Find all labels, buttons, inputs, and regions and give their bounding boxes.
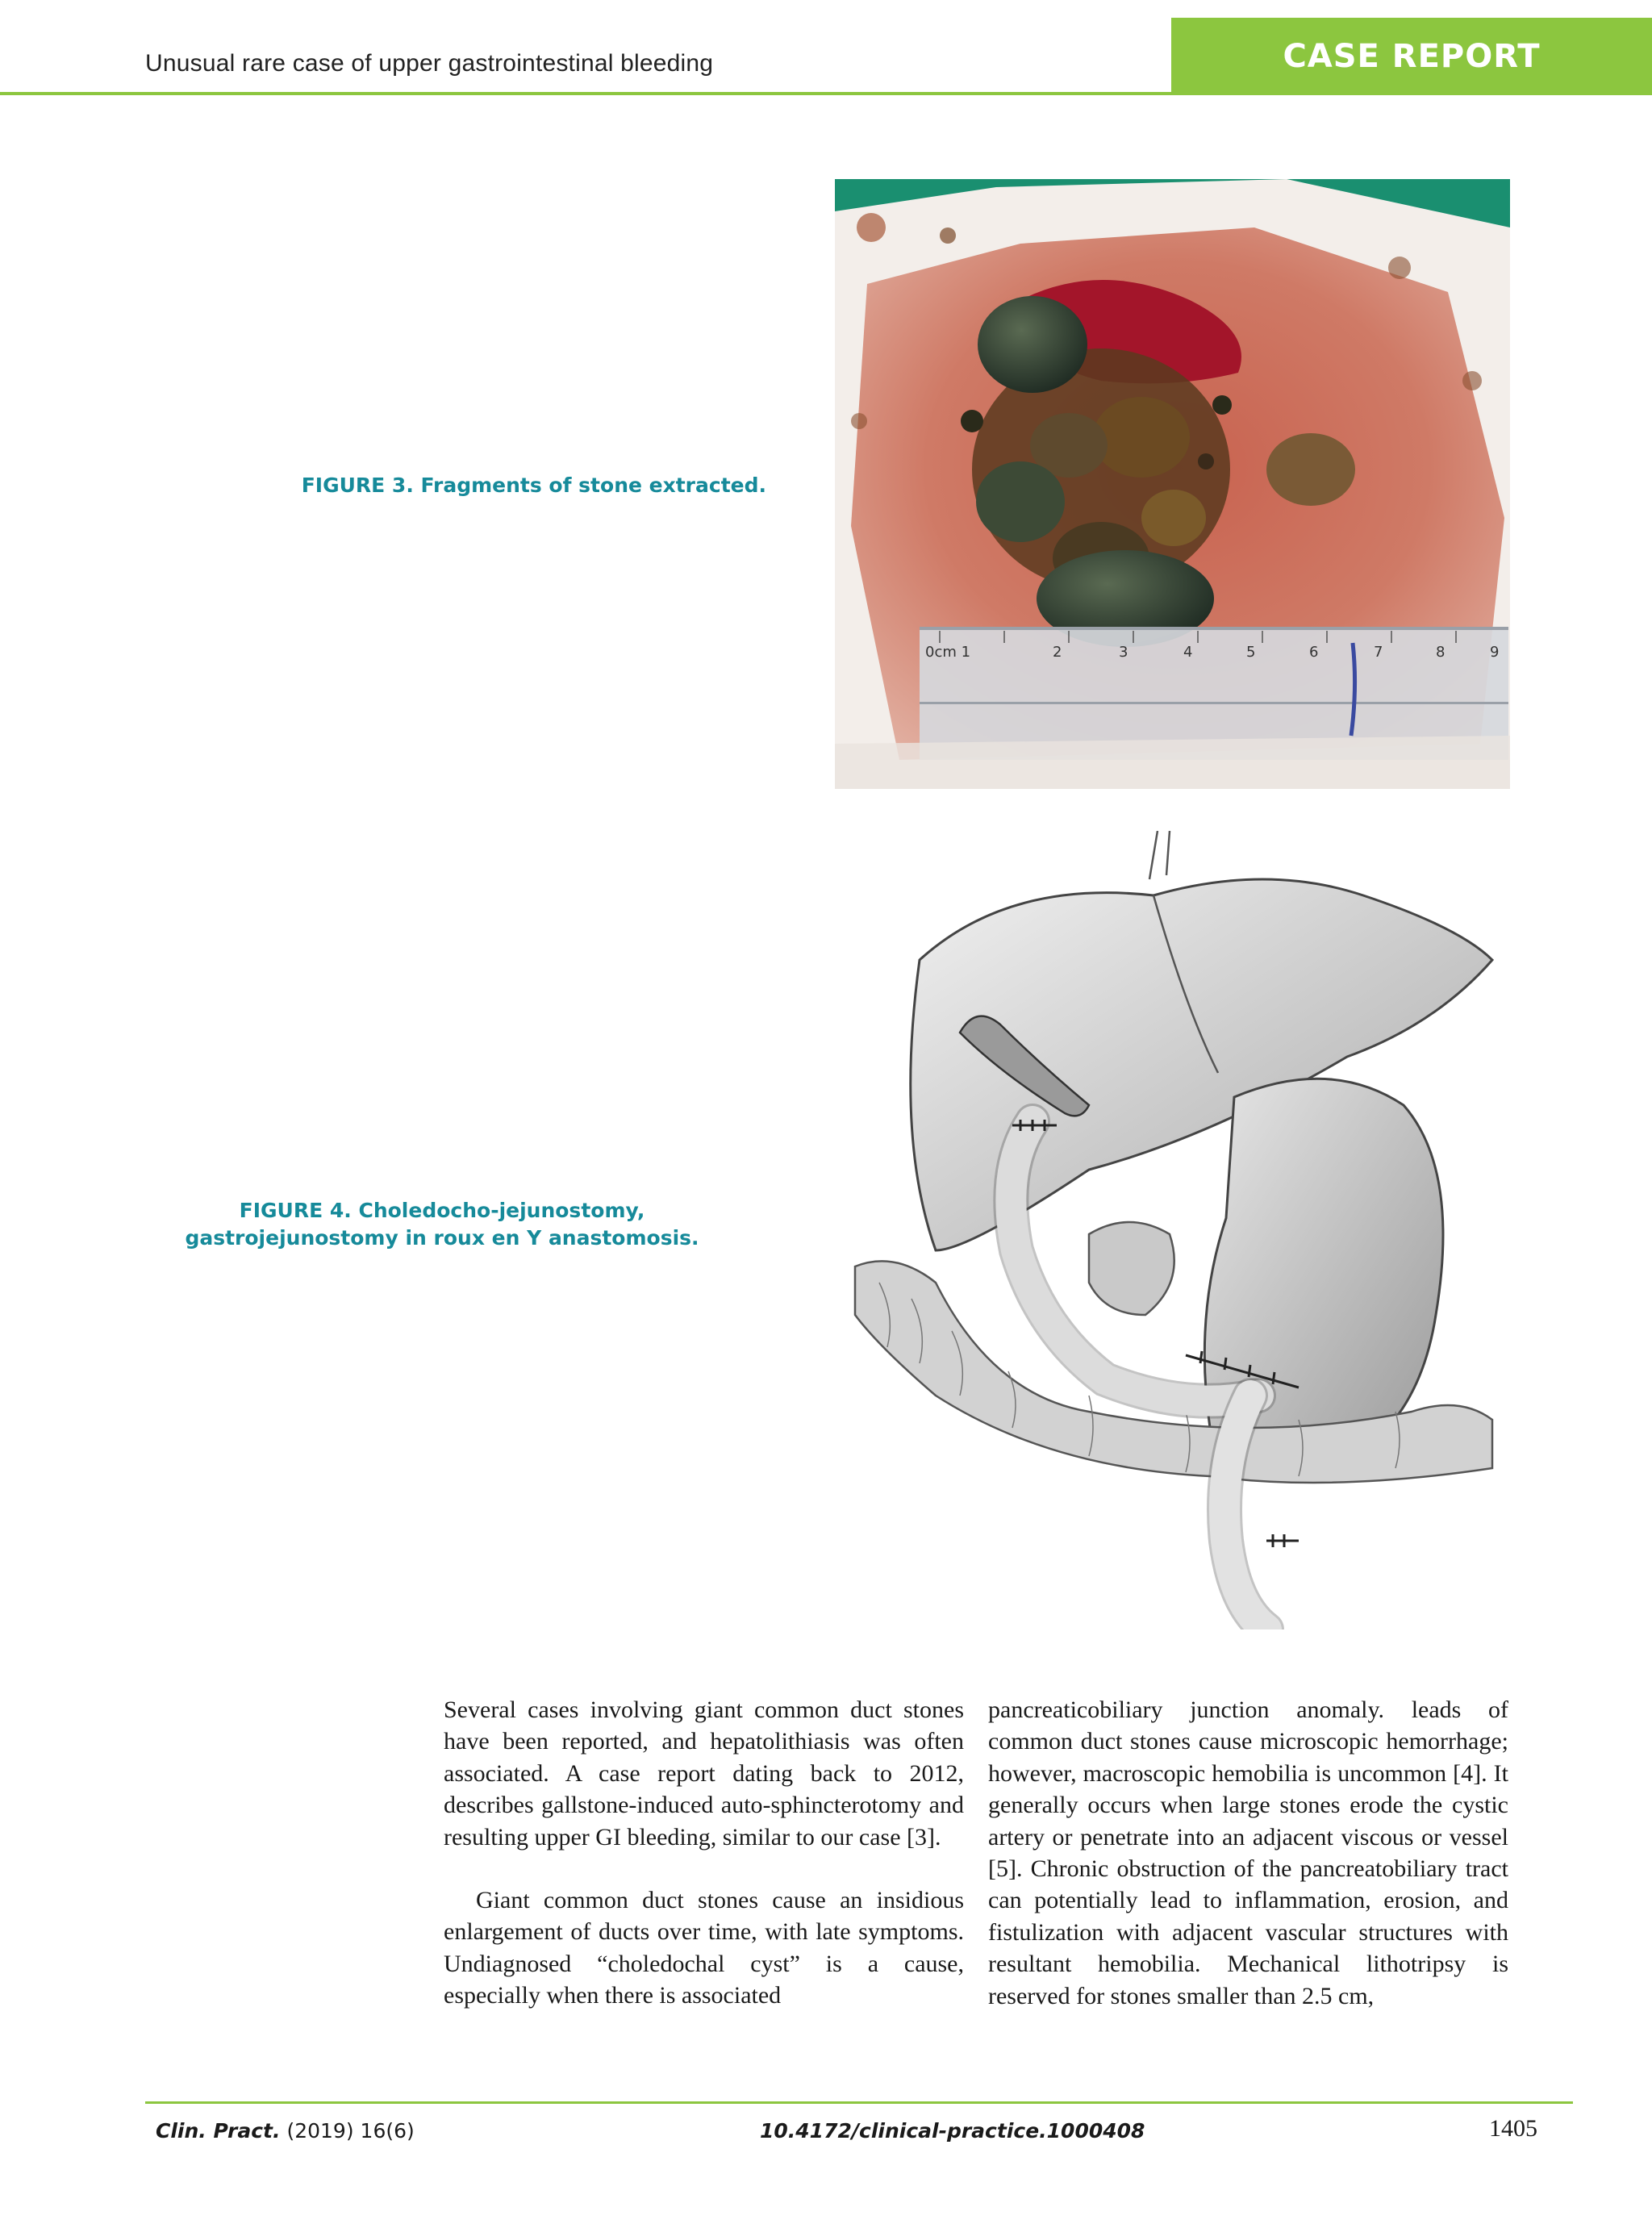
footer-doi: 10.4172/clinical-practice.1000408 [760,2119,1145,2143]
figure-4-caption-line-1: FIGURE 4. Choledocho-jejunostomy, [239,1199,645,1222]
svg-text:0cm 1: 0cm 1 [925,644,971,661]
svg-text:2: 2 [1053,644,1062,661]
stone-fragments-photo [835,179,1510,789]
figure-4-caption-line-2: gastrojejunostomy in roux en Y anastomosis. [185,1226,699,1250]
svg-text:7: 7 [1374,644,1383,661]
figure-3-caption: FIGURE 3. Fragments of stone extracted. [301,474,766,497]
svg-text:6: 6 [1309,644,1319,661]
figure-3-photo [835,179,1510,789]
body-column-left [444,1694,964,2012]
svg-text:8: 8 [1436,644,1446,661]
journal-name: Clin. Pract. [156,2119,281,2143]
page-number: 1405 [1489,2115,1537,2142]
footer-citation [156,2119,415,2143]
header-rule [0,92,1171,95]
svg-text:3: 3 [1119,644,1128,661]
svg-text:5: 5 [1246,644,1256,661]
paragraph: pancreaticobiliary junction anomaly. leads of common duct stones cause microscopic hemorrhage; however, macroscopic hemobilia is uncommon [4]. It generally occurs when large stones erode the cystic artery or penetrate into an adjacent viscous or vessel [5]. Chronic obstruction of the pancreatobiliary tract can potentially lead to inflammation, erosion, and fistulization with adjacent vascular structures with resultant hemobilia. Mechanical lithotripsy is reserved for stones smaller than 2.5 cm, [988,1696,1508,2009]
figure-4-caption [184,1197,700,1252]
body-column-right [988,1694,1508,2012]
paragraph: Several cases involving giant common duct stones have been reported, and hepatolithiasis was often associated. A case report dating back to 2012, describes gallstone-induced auto-sphincterotomy and resulting upper GI bleeding, similar to our case [3]. [444,1696,964,1851]
running-title: Unusual rare case of upper gastrointestinal bleeding [145,50,714,77]
journal-issue: (2019) 16(6) [280,2119,415,2143]
footer-rule [145,2101,1573,2104]
section-tab: CASE REPORT [1171,18,1652,95]
paragraph: Giant common duct stones cause an insidious enlargement of ducts over time, with late symptoms. Undiagnosed “choledochal cyst” is a cause, especially when there is associated [444,1887,964,2009]
anastomosis-drawing [847,831,1508,1629]
figure-4-illustration [847,831,1508,1629]
svg-text:4: 4 [1183,644,1193,661]
svg-text:9: 9 [1490,644,1500,661]
